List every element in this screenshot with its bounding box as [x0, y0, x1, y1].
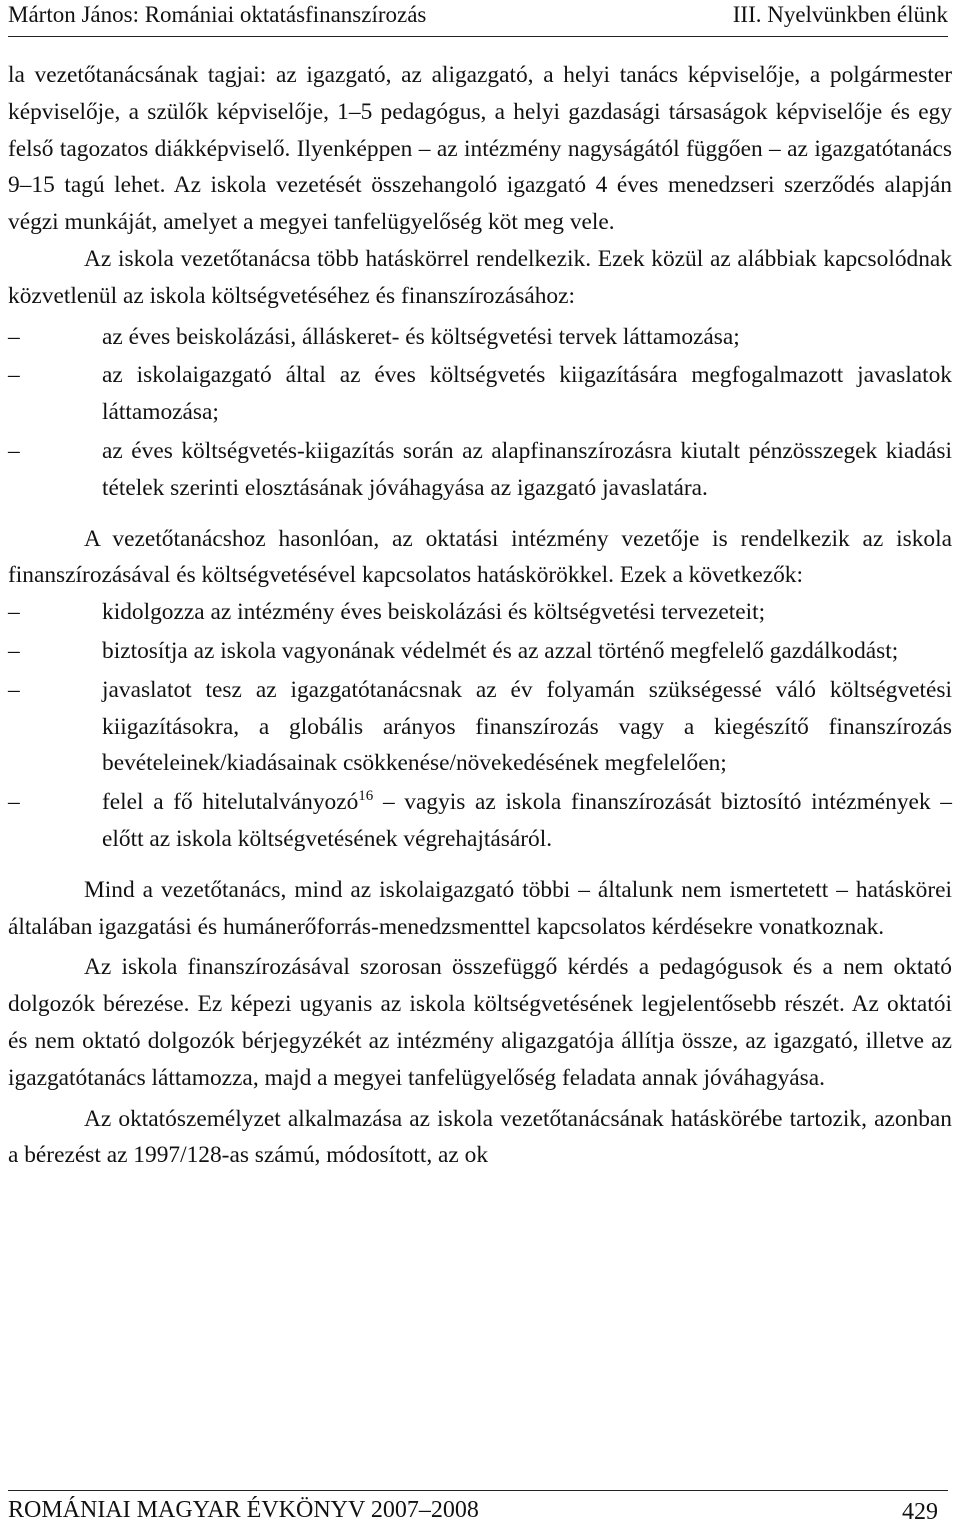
list-item-text: biztosítja az iskola vagyonának védelmét és az azzal történő megfelelő gazdálkodást;	[102, 637, 899, 664]
header-author-title: Márton János: Romániai oktatásfinanszírozás	[8, 2, 427, 27]
list-item-text: az éves beiskolázási, álláskeret- és költségvetési tervek láttamozása;	[102, 323, 740, 350]
page-number: 429	[902, 1499, 938, 1525]
dash-bullet: –	[8, 599, 20, 626]
council-powers-list	[8, 319, 952, 507]
list-item	[8, 672, 952, 782]
list-item-text-end: – vagyis az iskola finanszírozását biztosító intézmények – előtt az iskola költségvetésének végrehajtásáról.	[102, 789, 952, 852]
page-footer	[8, 1490, 948, 1531]
list-item-text-start: felel a fő hitelutalványozó	[102, 789, 359, 816]
list-item-text: az éves költségvetés-kiigazítás során az alapfinanszírozásra kiutalt pénzösszegek kiadási tételek szerinti elosztásának jóváhagyása az igazgató javaslatára.	[102, 437, 952, 501]
dash-bullet: –	[8, 676, 20, 703]
dash-bullet: –	[8, 323, 20, 350]
dash-bullet: –	[8, 362, 20, 389]
dash-bullet: –	[8, 437, 20, 464]
dash-bullet: –	[8, 789, 20, 816]
list-item	[8, 633, 952, 670]
list-item-text: javaslatot tesz az igazgatótanácsnak az év folyamán szükségessé váló költségvetési kiigazításokra, a globális arányos finanszírozás vagy a kiegészítő finanszírozás bevételeinek/kiadásainak csökkenése/növekedésének megfelelően;	[102, 676, 952, 777]
list-item	[8, 319, 952, 356]
list-item	[8, 433, 952, 507]
publication-title: ROMÁNIAI MAGYAR ÉVKÖNYV 2007–2008	[8, 1497, 479, 1523]
paragraph-4: Mind a vezetőtanács, mind az iskolaigazgató többi – általunk nem ismertetett – hatáskörei általában igazgatási és humánerőforrás-menedzsmenttel kapcsolatos kérdésekre vonatkoznak.	[8, 876, 952, 940]
footnote-reference[interactable]: 16	[358, 788, 374, 805]
list-item	[8, 594, 952, 631]
header-section-title: III. Nyelvünkben élünk	[732, 2, 948, 27]
list-item	[8, 357, 952, 431]
list-item-text: az iskolaigazgató által az éves költségvetés kiigazítására megfogalmazott javaslatok láttamozása;	[102, 362, 952, 426]
paragraph-2: Az iskola vezetőtanácsa több hatáskörrel rendelkezik. Ezek közül az alábbiak kapcsolódnak közvetlenül az iskola költségvetéséhez és finanszírozásához:	[8, 245, 952, 309]
body-text	[8, 57, 952, 1174]
paragraph-6: Az oktatószemélyzet alkalmazása az iskola vezetőtanácsának hatáskörébe tartozik, azonban a bérezést az 1997/128-as számú, módosított, az ok	[8, 1105, 952, 1169]
director-powers-list	[8, 594, 952, 858]
paragraph-3: A vezetőtanácshoz hasonlóan, az oktatási intézmény vezetője is rendelkezik az iskola finanszírozásával és költségvetésével kapcsolatos hatáskörökkel. Ezek a következők:	[8, 525, 952, 589]
dash-bullet: –	[8, 637, 20, 664]
paragraph-5: Az iskola finanszírozásával szorosan összefüggő kérdés a pedagógusok és a nem oktató dolgozók bérezése. Ez képezi ugyanis az iskola költségvetésének legjelentősebb részét. Az oktatói és nem oktató dolgozók bérjegyzékét az intézmény aligazgatója állítja össze, az igazgató, illetve az igazgatótanács láttamozza, majd a megyei tanfelügyelőség feladata annak jóváhagyása.	[8, 954, 952, 1091]
paragraph-1: la vezetőtanácsának tagjai: az igazgató, az aligazgató, a helyi tanács képviselője, a polgármester képviselője, a szülők képviselője, 1–5 pedagógus, a helyi gazdasági társaságok képviselője és egy felső tagozatos diákképviselő. Ilyenképpen – az intézmény nagyságától függően – az igazgatótanács 9–15 tagú lehet. Az iskola vezetését összehangoló igazgató 4 éves menedzseri szerződés alapján végzi munkáját, amelyet a megyei tanfelügyelőség köt meg vele.	[8, 62, 952, 236]
list-item	[8, 784, 952, 858]
list-item-text: kidolgozza az intézmény éves beiskolázási és költségvetési tervezeteit;	[102, 599, 766, 626]
running-header	[8, 0, 948, 37]
